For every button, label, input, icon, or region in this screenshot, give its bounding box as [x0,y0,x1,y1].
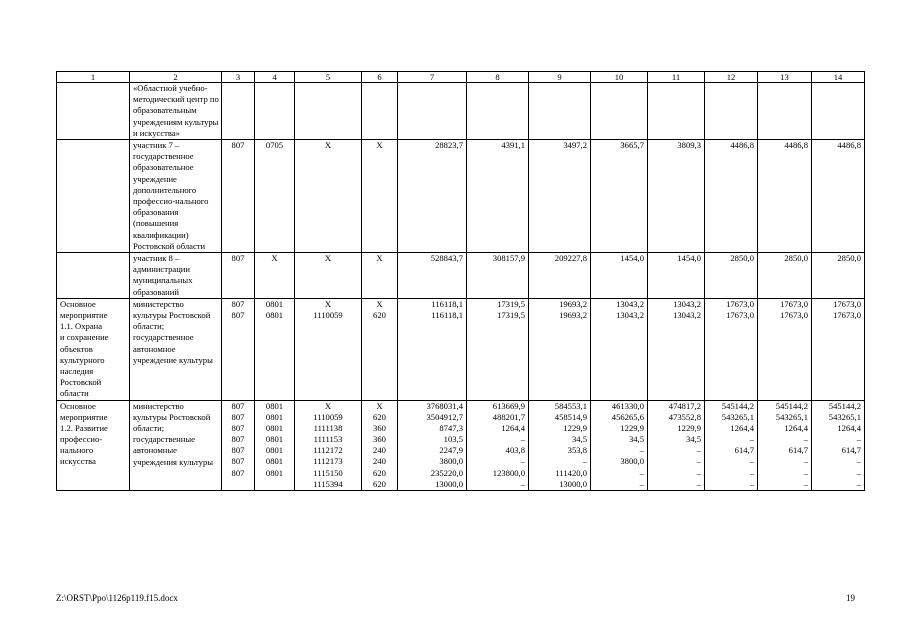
cell-value: 4391,1 [501,140,525,151]
cell-value: 308157,9 [492,253,525,264]
cell-value: 1110059 [313,411,343,422]
cell-value: 0801 [265,298,284,309]
activity-name-line: Основное [60,400,96,411]
cell-value: 403,8 [505,445,525,456]
cell-value: 13043,2 [616,310,644,321]
col-header: 2 [130,72,222,83]
cell-value: 473552,8 [668,411,701,422]
activity-name-cell [57,140,130,253]
activity-name-line: области [60,388,89,399]
cell-value: 3497,2 [563,140,587,151]
page-number: 19 [846,593,855,603]
cell-value: 34,5 [628,434,644,445]
code-rzpr-cell [255,400,295,491]
y2019-cell [758,140,812,253]
cell-value: – [856,467,861,478]
cell-value: 528843,7 [430,253,463,264]
cell-value: 488201,7 [492,411,525,422]
y2014-cell [467,298,529,400]
cell-value: 0801 [265,310,284,321]
executor-cell: министерство культуры Ростовской области; государственные автономные учреждения культуры [130,400,222,491]
cell-value: 13043,2 [673,298,701,309]
cell-value: Х [376,140,383,151]
cell-value: 807 [231,310,245,321]
code-rzpr-cell [255,140,295,253]
cell-value: 13000,0 [435,478,463,489]
table-row [57,253,865,299]
code-vr-cell [362,83,398,140]
cell-value: 3800,0 [620,456,644,467]
code-rzpr-cell [255,298,295,400]
col-header: 13 [758,72,812,83]
col-header: 1 [57,72,130,83]
cell-value: 1454,0 [677,253,701,264]
cell-value: 13043,2 [616,298,644,309]
cell-value: 123800,0 [492,467,525,478]
cell-value: 474817,2 [668,400,701,411]
cell-value: 2850,0 [837,253,861,264]
header-row [57,72,865,83]
cell-value: 3504912,7 [426,411,463,422]
cell-value: Х [324,400,332,411]
cell-value: – [803,456,808,467]
cell-value: 807 [231,456,245,467]
y2017-cell [648,400,705,491]
y2020-cell [812,140,865,253]
cell-value: 807 [231,253,245,264]
cell-value: 19693,2 [559,310,587,321]
code-csr-cell [295,400,362,491]
cell-value: – [639,478,644,489]
cell-value: 17673,0 [780,298,808,309]
activity-name-line: наследия [60,365,94,376]
cell-value: 620 [373,310,386,321]
col-header: 14 [812,72,865,83]
cell-value: – [856,456,861,467]
code-vr-cell [362,253,398,299]
cell-value: 807 [231,411,245,422]
cell-value: – [749,434,754,445]
total-cell [398,298,467,400]
cell-value: 240 [373,456,386,467]
executor-cell: «Областной учебно-методический центр по образовательным учреждениям культуры и искусства» [130,83,222,140]
y2014-cell [467,140,529,253]
budget-table [56,71,865,491]
y2020-cell [812,400,865,491]
cell-value: 0801 [265,434,284,445]
code-grbs-cell [222,400,255,491]
col-header: 7 [398,72,467,83]
y2020-cell [812,253,865,299]
cell-value: 116118,1 [431,298,463,309]
cell-value: 543265,1 [828,411,861,422]
cell-value: 2850,0 [730,253,754,264]
activity-name-line: и сохранение [60,332,109,343]
col-header: 9 [529,72,591,83]
cell-value: 17319,5 [497,310,525,321]
cell-value: 545144,2 [775,400,808,411]
cell-value: 620 [373,411,386,422]
y2014-cell [467,253,529,299]
cell-value: 0801 [265,400,284,411]
cell-value: 545144,2 [828,400,861,411]
cell-value: 620 [373,467,386,478]
y2020-cell [812,298,865,400]
cell-value: – [639,445,644,456]
cell-value: 1229,9 [620,422,644,433]
col-header: 3 [222,72,255,83]
activity-name-line: профессио- [60,434,103,445]
y2018-cell [705,140,758,253]
code-grbs-cell [222,83,255,140]
y2015-cell [529,400,591,491]
y2015-cell [529,298,591,400]
total-cell [398,140,467,253]
cell-value: 807 [231,422,245,433]
code-csr-cell [295,298,362,400]
cell-value: 543265,1 [721,411,754,422]
code-grbs-cell [222,140,255,253]
cell-value: 0705 [265,140,284,151]
cell-value: 28823,7 [435,140,463,151]
cell-value: 116118,1 [431,310,463,321]
y2017-cell [648,253,705,299]
cell-value: Х [376,400,383,411]
cell-value: 584553,1 [554,400,587,411]
cell-value: 360 [373,422,386,433]
cell-value: 209227,8 [554,253,587,264]
cell-value: 807 [231,445,245,456]
cell-value: 103,5 [443,434,463,445]
cell-value: 13000,0 [559,478,587,489]
cell-value: – [856,434,861,445]
activity-name-cell [57,253,130,299]
cell-value: 458514,9 [554,411,587,422]
cell-value: Х [324,253,332,264]
activity-name-line: объектов [60,343,93,354]
cell-value: – [696,445,701,456]
cell-value: Х [271,253,278,264]
cell-value: 807 [231,298,245,309]
cell-value: 1110059 [313,310,343,321]
cell-value: 807 [231,140,245,151]
y2020-cell [812,83,865,140]
cell-value: 543265,1 [775,411,808,422]
cell-value: – [856,478,861,489]
cell-value: – [582,456,587,467]
activity-name-line: культурного [60,354,105,365]
activity-name-line: 1.1. Охрана [60,321,103,332]
cell-value: – [520,434,525,445]
table-row [57,83,865,140]
cell-value: – [749,478,754,489]
cell-value: 4486,8 [837,140,861,151]
cell-value: – [520,478,525,489]
y2018-cell [705,298,758,400]
cell-value: 614,7 [841,445,861,456]
cell-value: 0801 [265,456,284,467]
y2016-cell [591,298,648,400]
y2016-cell [591,253,648,299]
code-csr-cell [295,140,362,253]
total-cell [398,400,467,491]
cell-value: 235220,0 [430,467,463,478]
activity-name-line: Ростовской [60,377,102,388]
y2015-cell [529,140,591,253]
cell-value: 19693,2 [559,298,587,309]
footer-file-path: Z:\ORST\Ppo\1126p119.f15.docx [56,593,178,603]
code-vr-cell [362,400,398,491]
cell-value: Х [324,140,332,151]
cell-value: 614,7 [734,445,754,456]
cell-value: 1111138 [313,422,343,433]
cell-value: 1229,9 [563,422,587,433]
cell-value: 456265,6 [611,411,644,422]
cell-value: 461330,0 [611,400,644,411]
activity-name-cell [57,83,130,140]
cell-value: – [696,478,701,489]
cell-value: 620 [373,478,386,489]
y2019-cell [758,400,812,491]
code-vr-cell [362,298,398,400]
table-row [57,400,865,491]
y2018-cell [705,83,758,140]
cell-value: 613669,9 [492,400,525,411]
cell-value: 2850,0 [784,253,808,264]
code-csr-cell [295,253,362,299]
activity-name-cell [57,298,130,400]
cell-value: 807 [231,434,245,445]
cell-value: 17319,5 [497,298,525,309]
col-header: 10 [591,72,648,83]
y2015-cell [529,253,591,299]
cell-value: – [803,478,808,489]
activity-name-line: Основное [60,298,96,309]
cell-value: 1264,4 [730,422,754,433]
cell-value: 807 [231,400,245,411]
cell-value: 360 [373,434,386,445]
y2018-cell [705,253,758,299]
cell-value: 0801 [265,445,284,456]
code-grbs-cell [222,253,255,299]
col-header: 5 [295,72,362,83]
cell-value: 17673,0 [833,310,861,321]
y2014-cell [467,83,529,140]
cell-value: 17673,0 [833,298,861,309]
cell-value: 2247,9 [439,445,463,456]
total-cell [398,83,467,140]
table-row [57,140,865,253]
cell-value: 353,8 [567,445,587,456]
y2019-cell [758,253,812,299]
cell-value: 1454,0 [620,253,644,264]
cell-value: 34,5 [685,434,701,445]
executor-cell: участник 7 – государственное образовательное учреждение дополнительного профессио-нального образования (повышения квалификации) Ростовской области [130,140,222,253]
cell-value: – [803,434,808,445]
cell-value: 0801 [265,411,284,422]
y2017-cell [648,83,705,140]
cell-value: 111420,0 [555,467,587,478]
code-grbs-cell [222,298,255,400]
cell-value: 3665,7 [620,140,644,151]
col-header: 11 [648,72,705,83]
col-header: 6 [362,72,398,83]
cell-value: – [749,467,754,478]
y2016-cell [591,400,648,491]
cell-value: 807 [231,467,245,478]
cell-value: – [520,456,525,467]
y2018-cell [705,400,758,491]
cell-value: 1264,4 [784,422,808,433]
y2017-cell [648,298,705,400]
code-vr-cell [362,140,398,253]
code-csr-cell [295,83,362,140]
cell-value: Х [324,298,332,309]
cell-value: 1112172 [313,445,343,456]
cell-value: 3800,0 [439,456,463,467]
cell-value: 4486,8 [730,140,754,151]
cell-value: – [696,456,701,467]
activity-name-line: мероприятие [60,310,108,321]
cell-value: 0801 [265,467,284,478]
code-rzpr-cell [255,253,295,299]
total-cell [398,253,467,299]
cell-value: – [749,456,754,467]
cell-value: 13043,2 [673,310,701,321]
cell-value: 34,5 [571,434,587,445]
y2014-cell [467,400,529,491]
cell-value: – [639,467,644,478]
activity-name-line: мероприятие [60,411,108,422]
cell-value: 1264,4 [501,422,525,433]
col-header: 4 [255,72,295,83]
cell-value: 1112173 [313,456,343,467]
y2016-cell [591,83,648,140]
cell-value: 0801 [265,422,284,433]
y2015-cell [529,83,591,140]
cell-value: 1229,9 [677,422,701,433]
activity-name-line: искусства [60,456,96,467]
col-header: 12 [705,72,758,83]
cell-value: 3809,3 [677,140,701,151]
cell-value: 8747,3 [439,422,463,433]
cell-value: Х [376,298,383,309]
cell-value: 614,7 [788,445,808,456]
executor-cell: участник 8 – администрации муниципальных образований [130,253,222,299]
cell-value: Х [376,253,383,264]
cell-value: 17673,0 [780,310,808,321]
cell-value: 1115394 [313,478,343,489]
cell-value: 240 [373,445,386,456]
y2019-cell [758,83,812,140]
y2019-cell [758,298,812,400]
activity-name-line: нального [60,445,94,456]
col-header: 8 [467,72,529,83]
cell-value: 4486,8 [784,140,808,151]
cell-value: 3768031,4 [426,400,463,411]
activity-name-cell [57,400,130,491]
cell-value: 1111153 [313,434,343,445]
cell-value: 1115150 [313,467,343,478]
cell-value: 545144,2 [721,400,754,411]
cell-value: 1264,4 [837,422,861,433]
code-rzpr-cell [255,83,295,140]
cell-value: – [803,467,808,478]
y2016-cell [591,140,648,253]
cell-value: 17673,0 [726,298,754,309]
y2017-cell [648,140,705,253]
table-row [57,298,865,400]
executor-cell: министерство культуры Ростовской области; государственное автономное учреждение культуры [130,298,222,400]
cell-value: 17673,0 [726,310,754,321]
cell-value: – [696,467,701,478]
activity-name-line: 1.2. Развитие [60,422,108,433]
